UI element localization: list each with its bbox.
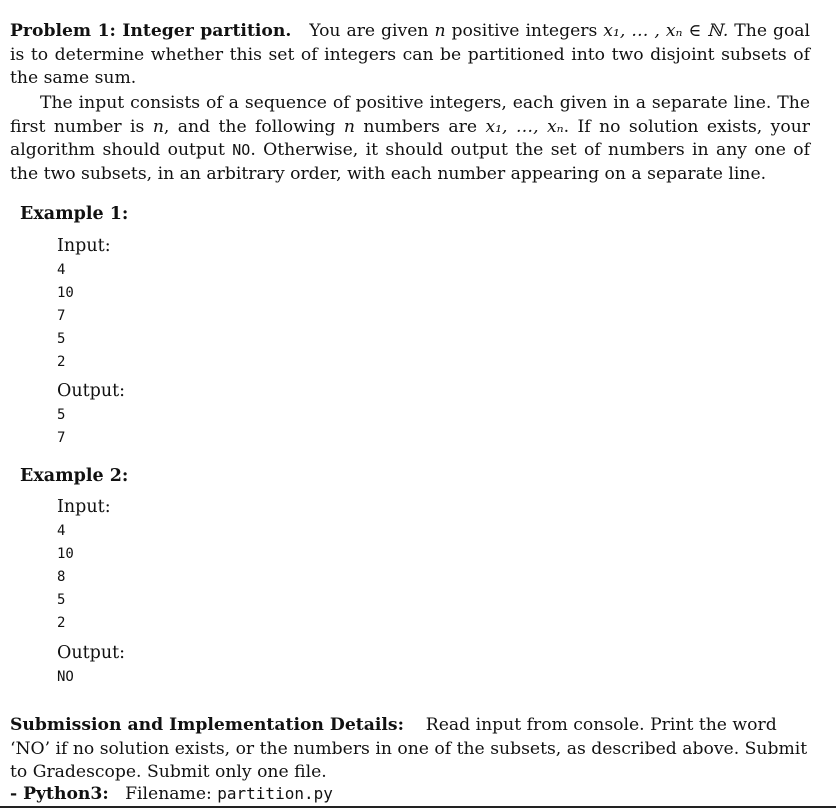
problem-text: positive integers bbox=[451, 21, 598, 41]
input-text: numbers are bbox=[363, 116, 478, 137]
example-1-output-label: Output: bbox=[57, 381, 126, 401]
example-2-input-line: 8 bbox=[57, 569, 66, 585]
example-1-output-line: 7 bbox=[57, 430, 66, 446]
example-1-input-line: 2 bbox=[57, 354, 66, 370]
problem-text: You are given bbox=[309, 21, 429, 41]
filename: partition.py bbox=[217, 784, 333, 803]
submission-details bbox=[10, 714, 810, 785]
python-label: - Python3: bbox=[10, 784, 109, 804]
math-n: n bbox=[152, 116, 164, 137]
example-2-output-label: Output: bbox=[57, 643, 126, 663]
example-2-output-line: NO bbox=[57, 669, 74, 685]
input-text: , and the following bbox=[163, 116, 336, 137]
example-1-output-line: 5 bbox=[57, 407, 66, 423]
example-2-input-line: 4 bbox=[57, 523, 66, 539]
no-token: NO bbox=[232, 141, 251, 159]
input-text: The input consists of a sequence of positive integers, each given in a separate line. The first number is bbox=[10, 93, 810, 137]
input-text: . If no solution exists, your algorithm should output bbox=[10, 116, 811, 160]
example-1-input-label: Input: bbox=[57, 236, 111, 256]
problem-heading: Problem 1: Integer partition. bbox=[10, 21, 292, 41]
input-text: . Otherwise, it should output the set of numbers in any one of the two subsets, in an arbitrary order, with each number appearing on a separate line. bbox=[10, 140, 810, 184]
example-1-input-line: 7 bbox=[57, 308, 66, 324]
problem-statement bbox=[10, 20, 810, 91]
submission-heading: Submission and Implementation Details: bbox=[10, 715, 404, 735]
example-2-heading: Example 2: bbox=[20, 466, 129, 486]
python-line bbox=[10, 784, 333, 804]
example-1-heading: Example 1: bbox=[20, 204, 129, 224]
example-2-input-label: Input: bbox=[57, 497, 111, 517]
submission-text: Read input from console. Print the word ‘NO’ if no solution exists, or the numbers in one of the subsets, as described above. Submit to Gradescope. Submit only one file. bbox=[10, 715, 808, 782]
example-1-input-line: 5 bbox=[57, 331, 66, 347]
example-2-input-line: 5 bbox=[57, 592, 66, 608]
example-2-input-line: 2 bbox=[57, 615, 66, 631]
math-n: n bbox=[343, 116, 355, 137]
input-description bbox=[10, 92, 810, 186]
example-2-input-line: 10 bbox=[57, 546, 74, 562]
example-1-input-line: 10 bbox=[57, 285, 74, 301]
example-1-input-line: 4 bbox=[57, 262, 66, 278]
filename-label: Filename: bbox=[125, 784, 212, 804]
math-sequence: x₁, … , xₙ ∈ ℕ. bbox=[603, 21, 729, 41]
math-n: n bbox=[434, 21, 446, 41]
bottom-divider bbox=[0, 806, 836, 808]
problem-text: The goal is to determine whether this set of integers can be partitioned into two disjoint subsets of the same sum. bbox=[10, 21, 811, 88]
math-sequence: x₁, …, xₙ bbox=[485, 116, 564, 137]
